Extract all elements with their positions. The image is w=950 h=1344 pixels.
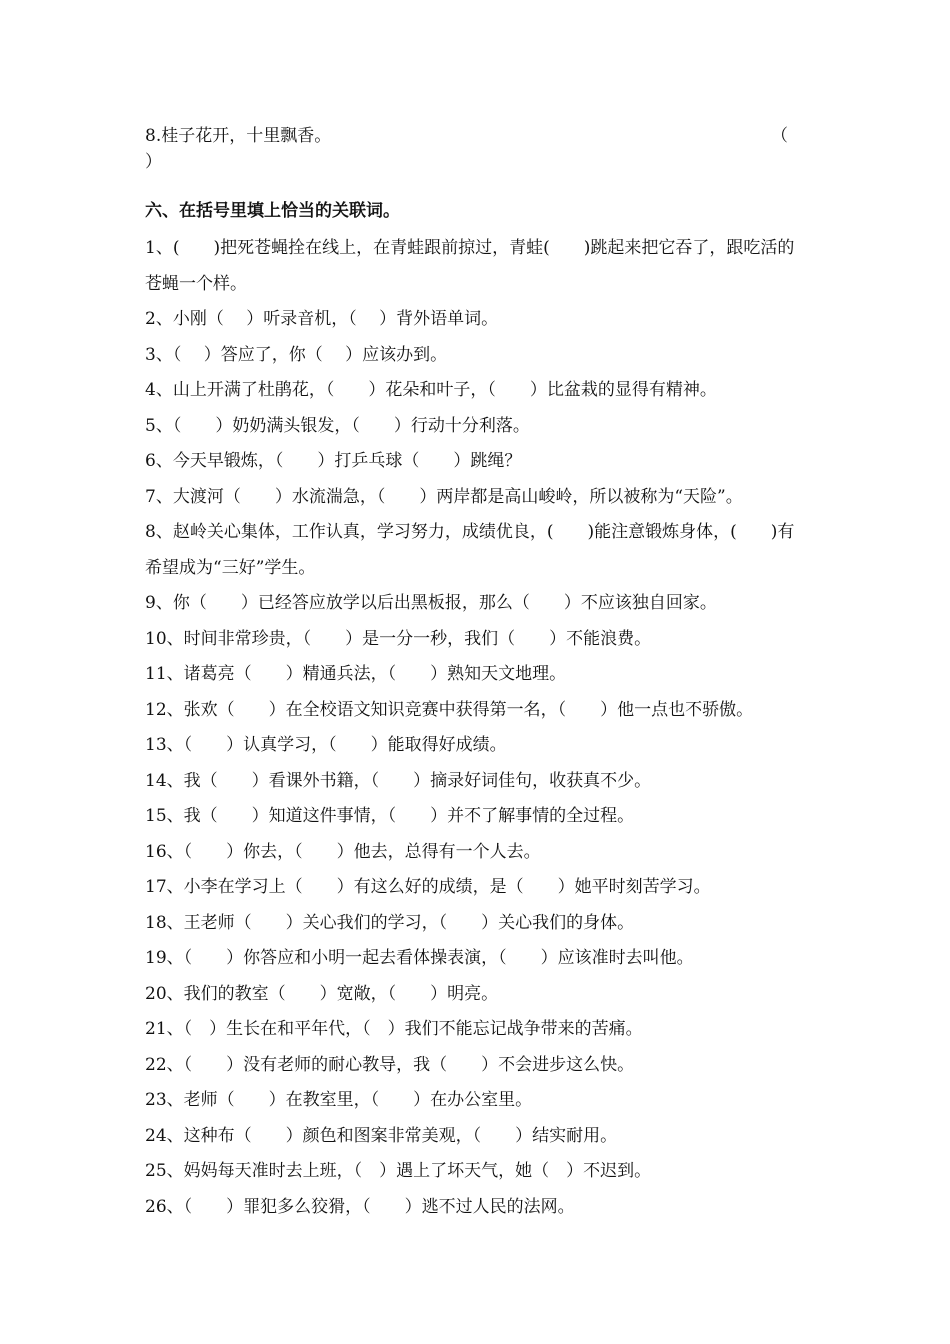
question-item: 26、（ ）罪犯多么狡猾，（ ）逃不过人民的法网。: [145, 1196, 575, 1217]
question-item: 8、赵岭关心集体，工作认真，学习努力，成绩优良，( )能注意锻炼身体，( )有希望成为“三好”学生。: [145, 522, 795, 578]
answer-paren-open: （: [771, 126, 788, 146]
question-item: 14、我（ ）看课外书籍，（ ）摘录好词佳句，收获真不少。: [145, 770, 652, 791]
question-item: 4、山上开满了杜鹃花，（ ）花朵和叶子，（ ）比盆栽的显得有精神。: [145, 380, 717, 400]
question-item: 1、( )把死苍蝇拴在线上，在青蛙跟前掠过，青蛙( )跳起来把它吞了，跟吃活的苍蝇一个样。: [145, 238, 795, 294]
question-item: 20、我们的教室（ ）宽敞，（ ）明亮。: [145, 983, 499, 1004]
question-item: 12、张欢（ ）在全校语文知识竞赛中获得第一名，（ ）他一点也不骄傲。: [145, 699, 754, 720]
answer-paren-close: ）: [145, 152, 162, 172]
question-item: 3、（ ）答应了，你（ ）应该办到。: [145, 344, 448, 365]
question-item: 15、我（ ）知道这件事情，（ ）并不了解事情的全过程。: [145, 806, 635, 826]
question-item: 9、你（ ）已经答应放学以后出黑板报，那么（ ）不应该独自回家。: [145, 593, 717, 613]
question-item: 21、（ ）生长在和平年代，（ ）我们不能忘记战争带来的苦痛。: [145, 1019, 643, 1039]
question-item: 23、老师（ ）在教室里，（ ）在办公室里。: [145, 1090, 533, 1110]
question-list: [145, 231, 810, 1225]
question-item: 2、小刚（ ）听录音机，（ ）背外语单词。: [145, 309, 499, 329]
question-item: 13、（ ）认真学习，（ ）能取得好成绩。: [145, 735, 507, 755]
question-item: 5、（ ）奶奶满头银发，（ ）行动十分利落。: [145, 415, 530, 436]
question-item: 24、这种布（ ）颜色和图案非常美观，（ ）结实耐用。: [145, 1125, 618, 1146]
question-item: 11、诸葛亮（ ）精通兵法，（ ）熟知天文地理。: [145, 664, 567, 684]
section-title: 六、在括号里填上恰当的关联词。: [145, 201, 400, 221]
question-item: 25、妈妈每天准时去上班，（ ）遇上了坏天气，她（ ）不迟到。: [145, 1161, 652, 1181]
question-item: 19、（ ）你答应和小明一起去看体操表演，（ ）应该准时去叫他。: [145, 948, 694, 968]
question-item: 18、王老师（ ）关心我们的学习，（ ）关心我们的身体。: [145, 912, 635, 933]
question-item: 16、（ ）你去，（ ）他去，总得有一个人去。: [145, 841, 541, 862]
question-item: 17、小李在学习上（ ）有这么好的成绩，是（ ）她平时刻苦学习。: [145, 877, 711, 897]
previous-question-text: 8.桂子花开，十里飘香。: [145, 126, 332, 146]
question-item: 6、今天早锻炼，（ ）打乒乓球（ ）跳绳？: [145, 451, 522, 471]
question-item: 7、大渡河（ ）水流湍急，（ ）两岸都是高山峻岭，所以被称为“天险”。: [145, 486, 743, 507]
question-item: 10、时间非常珍贵，（ ）是一分一秒，我们（ ）不能浪费。: [145, 628, 652, 649]
previous-question-8: [145, 125, 788, 147]
question-item: 22、（ ）没有老师的耐心教导，我（ ）不会进步这么快。: [145, 1054, 635, 1075]
